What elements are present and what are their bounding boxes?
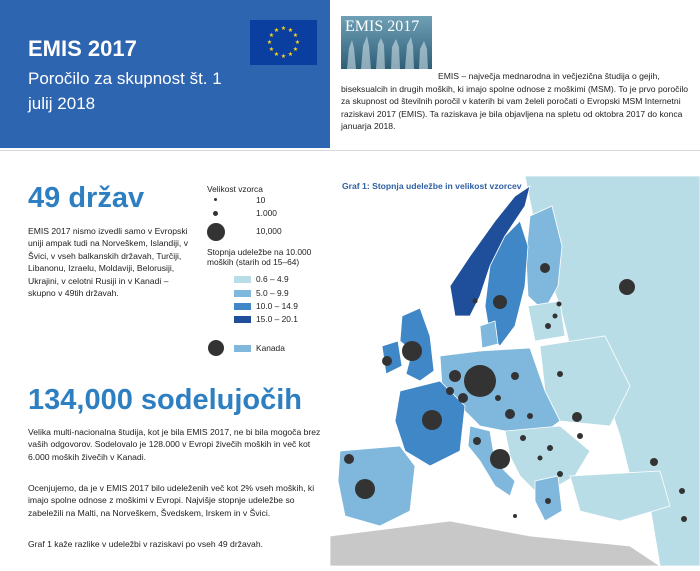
emis-banner-image [341, 16, 432, 69]
legend-range-2: 5.0 – 9.9 [256, 288, 289, 298]
report-header [0, 0, 330, 148]
svg-text:★: ★ [266, 39, 273, 46]
legend-canada-dot [208, 340, 224, 356]
svg-text:★: ★ [273, 27, 280, 34]
legend-swatch-4 [234, 316, 251, 323]
legend-rate-title: Stopnja udeležbe na 10.000 moških (starih od 15–64) [207, 247, 312, 267]
intro-paragraph: EMIS – največja mednarodna in večjezična študija o gejih, biseksualcih in drugih moških, ki imajo spolne odnose z moškimi (MSM). To je prvo poročilo za skupnost od številnih poročil v katerih bi vam želeli poročati o Evropski MSM Internetni raziskavi 2017 (EMIS). Ta raziskava je bila objavljena na spletu od oktobra 2017 do konca januarja 2018. [341, 71, 689, 132]
svg-text:★: ★ [294, 39, 301, 46]
legend-range-4: 15.0 – 20.1 [256, 314, 298, 324]
legend-swatch-1 [234, 276, 251, 283]
legend-size-dot-large [207, 223, 225, 241]
countries-heading: 49 držav [28, 182, 145, 214]
legend-size-medium: 1.000 [256, 208, 277, 218]
map-title: Graf 1: Stopnja udeležbe in velikost vzorcev [342, 181, 522, 191]
legend-size-large: 10,000 [256, 226, 282, 236]
report-title: EMIS 2017 [28, 36, 137, 61]
europe-participation-map [330, 176, 700, 566]
legend-size-small: 10 [256, 195, 266, 205]
legend-swatch-2 [234, 290, 251, 297]
svg-text:★: ★ [287, 51, 294, 58]
svg-text:★: ★ [292, 46, 299, 53]
legend-range-1: 0.6 – 4.9 [256, 274, 289, 284]
countries-text: EMIS 2017 nismo izvedli samo v Evropski uniji ampak tudi na Norveškem, Islandiji, v Švici, v vseh balkanskih državah, Turčiji, Libanonu, Izraelu, Moldaviji, Belorusiji, Ukrajini, v celotni Rusiji in v Kanadi – skupno v 49tih državah. [28, 226, 189, 299]
emis-banner-text: EMIS 2017 [345, 18, 420, 35]
legend-canada-swatch [234, 345, 251, 352]
legend-size-dot-medium [213, 211, 218, 216]
svg-text:★: ★ [280, 25, 287, 32]
svg-text:★: ★ [268, 32, 275, 39]
svg-text:★: ★ [292, 32, 299, 39]
participants-text-2: Ocenjujemo, da je v EMIS 2017 bilo udeleženih več kot 2% vseh moških, ki imajo spolne odnose z moškimi v Evropi. Najvišje stopnje udeležbe so zabeležili na Malti, na Norveškem, Švedskem, Irskem in v Švici. [28, 483, 315, 518]
legend-size-title: Velikost vzorca [207, 184, 263, 194]
legend-canada-label: Kanada [256, 343, 285, 353]
svg-text:★: ★ [287, 27, 294, 34]
legend-range-3: 10.0 – 14.9 [256, 301, 298, 311]
svg-text:★: ★ [280, 53, 287, 60]
svg-text:★: ★ [273, 51, 280, 58]
legend-swatch-3 [234, 303, 251, 310]
svg-text:★: ★ [268, 46, 275, 53]
eu-flag-icon [250, 20, 317, 65]
section-divider [0, 150, 700, 151]
participants-heading: 134,000 sodelujočih [28, 384, 303, 416]
participants-text-3: Graf 1 kaže razlike v udeležbi v raziskavi po vseh 49 državah. [28, 539, 264, 549]
report-subtitle: Poročilo za skupnost št. 1 [28, 69, 222, 88]
report-date: julij 2018 [28, 94, 96, 113]
participants-text-1: Velika multi-nacionalna študija, kot je bila EMIS 2017, ne bi bila mogoča brez vaših odgovorov. Sodelovalo je 128.000 v Evropi živečih moških in več kot 6.000 moških živečih v Kanadi. [28, 427, 321, 462]
legend-size-dot-small [214, 198, 217, 201]
